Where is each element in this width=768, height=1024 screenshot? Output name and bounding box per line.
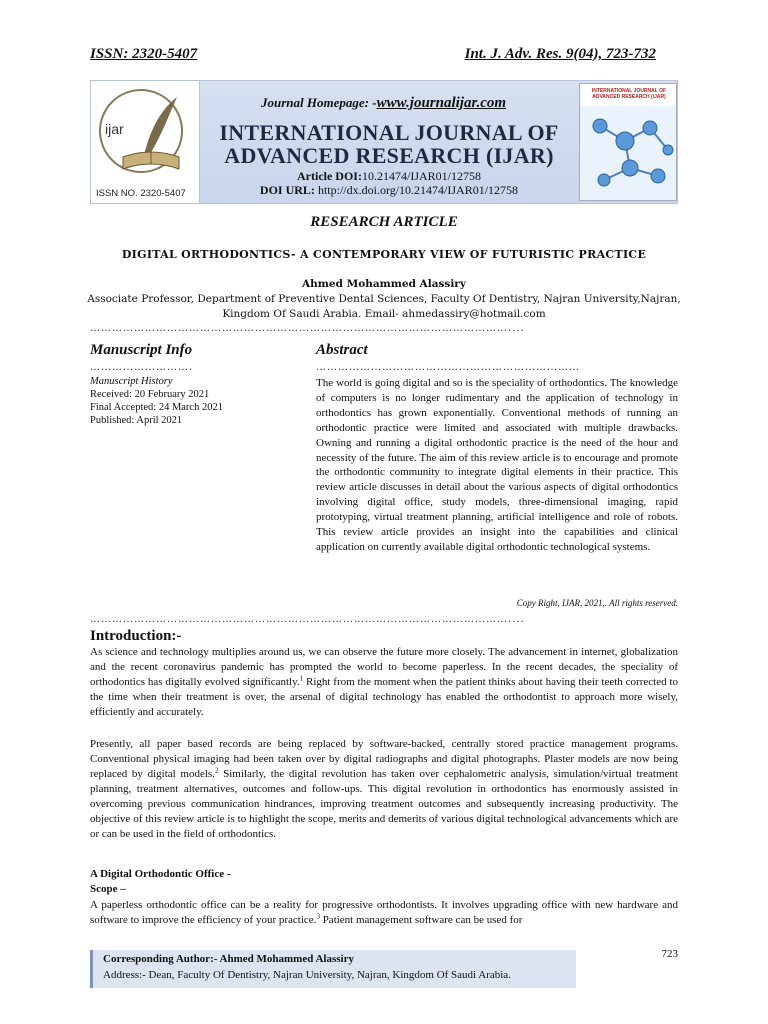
journal-title: [201, 121, 577, 167]
corresponding-author: Corresponding Author:- Ahmed Mohammed Alassiry: [103, 953, 354, 965]
abstract-text: The world is going digital and so is the speciality of orthodontics. The knowledge of computers is no longer rudimentary and the application of technology in orthodontics has grown exponentially. Conventional methods of running an orthodontic practice were limited and associated with multiple drawbacks. Owning and running a digital orthodontic practice is the need of the hour and necessity of the future. The aim of this review article is to encourage and promote the orthodontic community to integrate digital elements in their practice. This review article discusses in detail about the various aspects of digital orthodontics involving digital office, study models, three-dimensional imaging, rapid prototyping, virtual treatment planning, artificial intelligence and role of robots. This review article provides an insight into the capabilities and clinical application on currently available digital orthodontic technological systems.: [316, 377, 678, 553]
article-doi: [201, 169, 577, 183]
para1-text-a: As science and technology multiplies around us, we can observe the future more closely. The advancement in internet, globalization and the recent coronavirus pandemic has prompted the world to become paperless. In the recent decades, the speciality of orthodontics has digitally evolved significantly.: [90, 646, 678, 688]
author-affiliation-line2: Kingdom Of Saudi Arabia. Email- ahmedassiry@hotmail.com: [222, 308, 546, 320]
introduction-paragraph-1: [90, 645, 678, 720]
para2-text-b: Similarly, the digital revolution has taken over cephalometric analysis, simulation/virtual treatment planning, treatment alternatives, outcomes and follow-ups. This digital revolution in orthodontics has enormously assisted in overcoming previous communication hindrances, improving treatment outcomes and subsequently increasing productivity. The objective of this review article is to highlight the scope, merits and demerits of various digital technological advancements which are or can be used in the field of orthodontics.: [90, 768, 678, 840]
journal-homepage: [261, 95, 506, 112]
abstract-heading: Abstract: [316, 342, 368, 358]
manuscript-info-heading: Manuscript Info: [90, 342, 193, 358]
abstract-divider: ………………………………………………………………: [316, 362, 580, 373]
cover-title: INTERNATIONAL JOURNAL OF ADVANCED RESEARCH (IJAR): [591, 88, 667, 100]
logo-issn: ISSN NO. 2320-5407: [96, 188, 186, 199]
journal-logo: [91, 81, 200, 203]
book-icon: [121, 147, 181, 173]
reference-2[interactable]: 2: [214, 766, 219, 775]
logo-text: ijar: [105, 121, 124, 137]
manuscript-accepted: Final Accepted: 24 March 2021: [90, 402, 223, 413]
doi-url: [201, 183, 577, 197]
header-citation: Int. J. Adv. Res. 9(04), 723-732: [464, 46, 656, 62]
paper-title: DIGITAL ORTHODONTICS- A CONTEMPORARY VIEW OF FUTURISTIC PRACTICE: [121, 248, 647, 261]
subheading-scope: Scope –: [90, 883, 126, 895]
doi-url-link[interactable]: http://dx.doi.org/10.21474/IJAR01/12758: [317, 183, 519, 197]
divider-bottom: ……………………………………………………………………………………………………....: [90, 614, 525, 625]
manuscript-received: Received: 20 February 2021: [90, 389, 210, 400]
reference-3[interactable]: 3: [316, 912, 320, 921]
introduction-paragraph-2: [90, 737, 678, 842]
doi-url-label: DOI URL:: [259, 183, 315, 197]
manuscript-divider: ……………………….: [90, 362, 194, 373]
para3-text-a: A paperless orthodontic office can be a reality for progressive orthodontists. It involves upgrading office with new hardware and software to improve the efficiency of your practice.: [90, 899, 678, 926]
article-type: RESEARCH ARTICLE: [310, 214, 458, 230]
homepage-link[interactable]: www.journalijar.com: [376, 95, 507, 111]
header-issn: ISSN: 2320-5407: [90, 46, 198, 62]
introduction-heading: Introduction:-: [90, 628, 182, 644]
subheading-digital-office: A Digital Orthodontic Office -: [90, 868, 231, 880]
journal-title-line2: ADVANCED RESEARCH (IJAR): [224, 143, 554, 168]
reference-1[interactable]: 1: [299, 674, 304, 683]
doi-value: 10.21474/IJAR01/12758: [361, 169, 481, 183]
copyright: Copy Right, IJAR, 2021,. All rights reserved.: [516, 598, 678, 608]
para3-text-b: Patient management software can be used for: [319, 914, 523, 926]
divider-top: ……………………………………………………………………………………………………....: [90, 323, 525, 334]
journal-title-line1: INTERNATIONAL JOURNAL OF: [219, 120, 559, 145]
manuscript-published: Published: April 2021: [90, 415, 183, 426]
page-number: 723: [661, 948, 678, 960]
doi-label: Article DOI:: [297, 169, 362, 183]
para1-text-b: Right from the moment when the patient thinks about having their teeth corrected to the time when their treatment is over, the arsenal of digital technology has enabled the orthodontist to approach more wisely, efficiently and accurately.: [90, 676, 678, 718]
scope-paragraph: [90, 898, 678, 928]
manuscript-history: Manuscript History: [90, 376, 173, 387]
author-name: Ahmed Mohammed Alassiry: [302, 278, 466, 290]
molecule-icon: [580, 106, 677, 200]
author-affiliation-line1: Associate Professor, Department of Preventive Dental Sciences, Faculty Of Dentistry, Najran University,Najran,: [87, 293, 681, 305]
para2-text-a: Presently, all paper based records are being replaced by software-backed, centrally stored practice management programs. Conventional physical imaging had been taken over by digital radiographs and digital photographs. Plaster models are now being replaced by digital models.: [90, 738, 678, 780]
journal-cover-image: [579, 83, 677, 201]
journal-banner: [90, 80, 678, 204]
corresponding-author-box: [90, 950, 576, 988]
corresponding-address: Address:- Dean, Faculty Of Dentistry, Najran University, Najran, Kingdom Of Saudi Arabia.: [103, 969, 511, 981]
homepage-label: Journal Homepage: -: [261, 95, 377, 110]
